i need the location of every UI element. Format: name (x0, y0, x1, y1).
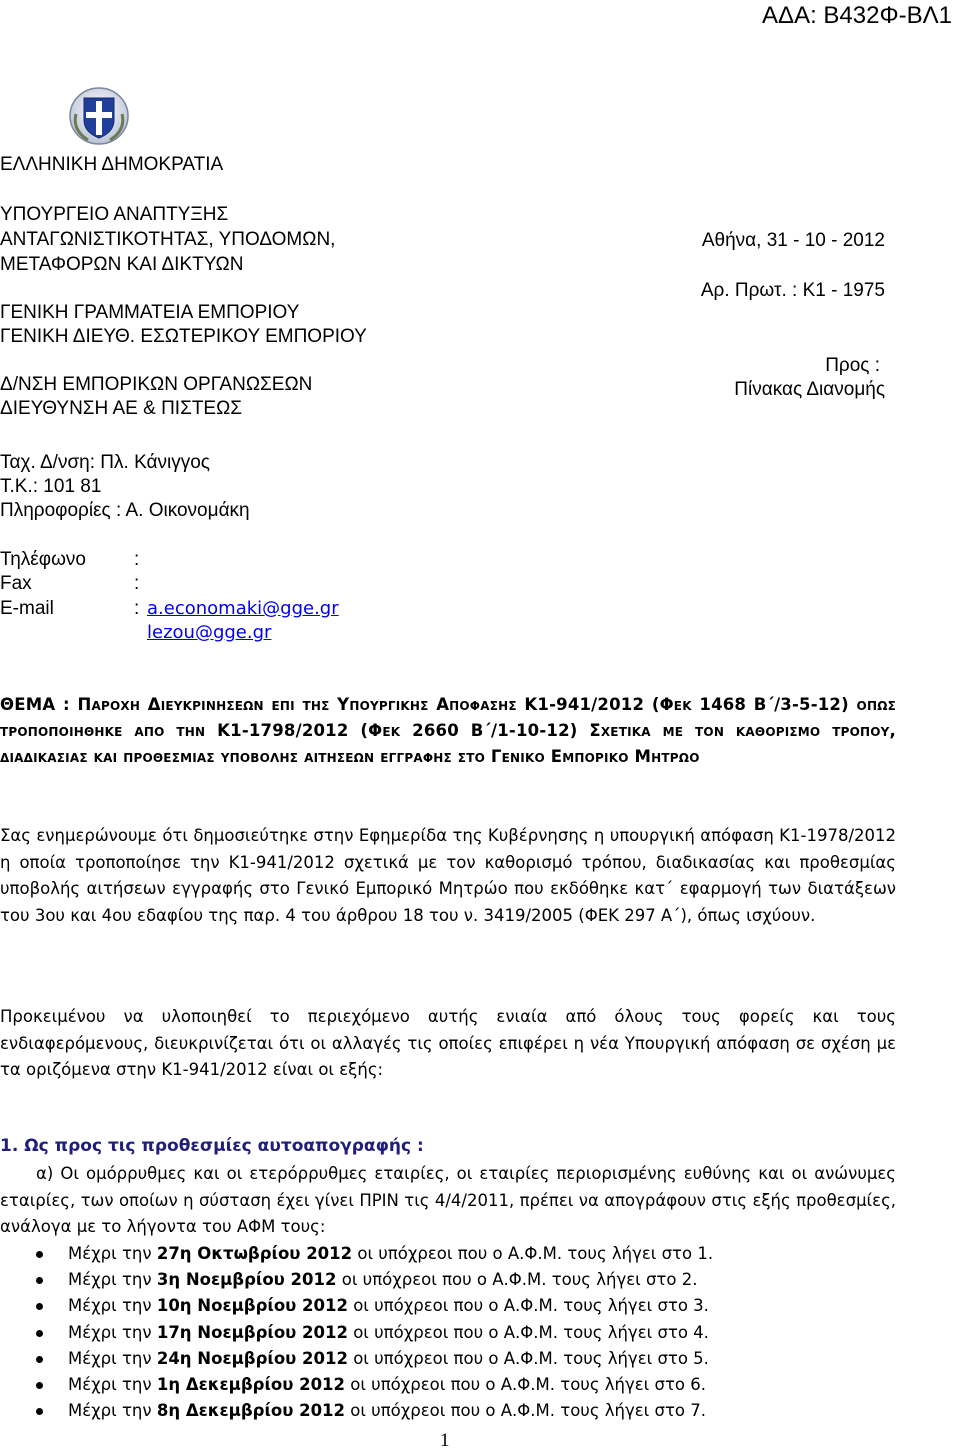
deadline-prefix: Μέχρι την (68, 1348, 157, 1368)
fax-label: Fax (0, 573, 32, 594)
bullet-icon (36, 1303, 43, 1310)
address-info: Πληροφορίες : Α. Οικονομάκη (0, 500, 250, 521)
directorate-line-2: ΔΙΕΥΘΥΝΣΗ ΑΕ & ΠΙΣΤΕΩΣ (0, 398, 243, 419)
secretariat-line-2: ΓΕΝΙΚΗ ΔΙΕΥΘ. ΕΣΩΤΕΡΙΚΟΥ ΕΜΠΟΡΙΟΥ (0, 326, 367, 347)
secretariat-line-1: ΓΕΝΙΚΗ ΓΡΑΜΜΑΤΕΙΑ ΕΜΠΟΡΙΟΥ (0, 302, 300, 323)
email-link-2[interactable]: lezou@gge.gr (147, 622, 272, 643)
deadline-prefix: Μέχρι την (68, 1322, 157, 1342)
deadline-suffix: οι υπόχρεοι που ο Α.Φ.Μ. τους λήγει στο 5. (347, 1348, 709, 1368)
bullet-icon (36, 1277, 43, 1284)
document-date: Αθήνα, 31 - 10 - 2012 (701, 230, 885, 251)
deadline-suffix: οι υπόχρεοι που ο Α.Φ.Μ. τους λήγει στο 1. (352, 1244, 714, 1263)
section-1-title: 1. Ως προς τις προθεσμίες αυτοαπογραφής : (0, 1136, 424, 1156)
bullet-icon (36, 1356, 43, 1363)
ministry-line-1: ΥΠΟΥΡΓΕΙΟ ΑΝΑΠΤΥΞΗΣ (0, 204, 229, 225)
phone-label: Τηλέφωνο (0, 549, 86, 570)
recipient-value: Πίνακας Διανομής (734, 379, 885, 400)
deadline-prefix: Μέχρι την (68, 1296, 157, 1316)
protocol-number: Αρ. Πρωτ. : Κ1 - 1975 (700, 280, 885, 301)
deadline-date: 8η Δεκεμβρίου 2012 (156, 1401, 346, 1421)
document-subject: ΘΕΜΑ : Παροχη Διευκρινησεων επι της Υπουργικης Αποφασης Κ1-941/2012 (Φεκ 1468 Β΄/3-5-12) οπως τροποποιηθηκε απο την Κ1-1798/2012 (Φεκ 2660 Β΄/1-10-12) Σχετικα με τον καθορισμο τροπου, διαδικασιας και προθεσμιας υποβολης αιτησεων εγγραφης στο Γενικο Εμπορικο Μητρωο (0, 695, 896, 766)
republic-heading: ΕΛΛΗΝΙΚΗ ΔΗΜΟΚΡΑΤΙΑ (0, 154, 224, 175)
paragraph-clarification: Προκειμένου να υλοποιηθεί το περιεχόμενο αυτής ενιαία από όλους τους φορείς και τους ενδιαφερόμενους, διευκρινίζεται ότι οι αλλαγές τις οποίες επιφέρει η νέα Υπουργική απόφαση σε σχέση με τα οριζόμενα στην Κ1-941/2012 είναι οι εξής: (0, 1007, 896, 1079)
bullet-icon (36, 1330, 43, 1337)
address-postal: Τ.Κ.: 101 81 (0, 476, 102, 497)
address-street: Ταχ. Δ/νση: Πλ. Κάνιγγος (0, 452, 210, 473)
deadline-suffix: οι υπόχρεοι που ο Α.Φ.Μ. τους λήγει στο 6. (345, 1374, 706, 1394)
email-link-1[interactable]: a.economaki@gge.gr (147, 598, 339, 619)
deadline-suffix: οι υπόχρεοι που ο Α.Φ.Μ. τους λήγει στο 7. (345, 1401, 706, 1421)
deadline-prefix: Μέχρι την (68, 1270, 157, 1290)
deadline-date: 17η Νοεμβρίου 2012 (156, 1322, 348, 1342)
email-colon: : (134, 598, 140, 619)
deadline-date: 10η Νοεμβρίου 2012 (156, 1296, 348, 1316)
deadline-suffix: οι υπόχρεοι που ο Α.Φ.Μ. τους λήγει στο 2. (336, 1270, 698, 1290)
deadline-prefix: Μέχρι την (68, 1374, 157, 1394)
bullet-icon (36, 1251, 43, 1258)
bullet-icon (36, 1408, 43, 1415)
deadline-date: 3η Νοεμβρίου 2012 (156, 1270, 337, 1290)
deadline-list (0, 1241, 713, 1424)
ada-code: ΑΔΑ: Β432Φ-ΒΛ1 (762, 2, 952, 29)
page-number: 1 (440, 1430, 450, 1451)
greek-coat-of-arms-icon (68, 84, 130, 146)
deadline-item (0, 1320, 713, 1346)
deadline-date: 1η Δεκεμβρίου 2012 (156, 1374, 346, 1394)
section-1-intro: α) Οι ομόρρυθμες και οι ετερόρρυθμες εταιρίες, οι εταιρίες περιορισμένης ευθύνης και οι ανώνυμες εταιρίες, των οποίων η σύσταση έχει γίνει ΠΡΙΝ τις 4/4/2011, πρέπει να απογράφουν στις εξής προθεσμίες, ανάλογα με το λήγοντα του ΑΦΜ τους: (0, 1164, 896, 1236)
fax-colon: : (134, 573, 140, 594)
phone-colon: : (134, 549, 140, 570)
deadline-prefix: Μέχρι την (68, 1401, 157, 1421)
deadline-item (0, 1293, 713, 1319)
deadline-suffix: οι υπόχρεοι που ο Α.Φ.Μ. τους λήγει στο 4. (347, 1322, 709, 1342)
deadline-item (0, 1346, 713, 1372)
paragraph-intro: Σας ενημερώνουμε ότι δημοσιεύτηκε στην Εφημερίδα της Κυβέρνησης η υπουργική απόφαση Κ1-1978/2012 η οποία τροποποίησε την Κ1-941/2012 σχετικά με τον καθορισμό τρόπου, διαδικασίας και προθεσμίας υποβολής αιτήσεων εγγραφής στο Γενικό Εμπορικό Μητρώο που εκδόθηκε κατ΄ εφαρμογή των διατάξεων του 3ου και 4ου εδαφίου της παρ. 4 του άρθρου 18 του ν. 3419/2005 (ΦΕΚ 297 Α΄), όπως ισχύουν. (0, 826, 896, 925)
deadline-item (0, 1398, 713, 1424)
deadline-item (0, 1241, 713, 1267)
ministry-line-2: ΑΝΤΑΓΩΝΙΣΤΙΚΟΤΗΤΑΣ, ΥΠΟΔΟΜΩΝ, (0, 229, 336, 250)
recipient-label: Προς : (825, 355, 880, 376)
deadline-item (0, 1267, 713, 1293)
ministry-line-3: ΜΕΤΑΦΟΡΩΝ ΚΑΙ ΔΙΚΤΥΩΝ (0, 254, 244, 275)
deadline-prefix: Μέχρι την (68, 1244, 157, 1263)
directorate-line-1: Δ/ΝΣΗ ΕΜΠΟΡΙΚΩΝ ΟΡΓΑΝΩΣΕΩΝ (0, 374, 313, 395)
deadline-date: 24η Νοεμβρίου 2012 (156, 1348, 348, 1368)
bullet-icon (36, 1382, 43, 1389)
deadline-suffix: οι υπόχρεοι που ο Α.Φ.Μ. τους λήγει στο 3. (347, 1296, 709, 1316)
deadline-item (0, 1372, 713, 1398)
email-label: E-mail (0, 598, 54, 619)
deadline-date: 27η Οκτωβρίου 2012 (156, 1244, 353, 1263)
